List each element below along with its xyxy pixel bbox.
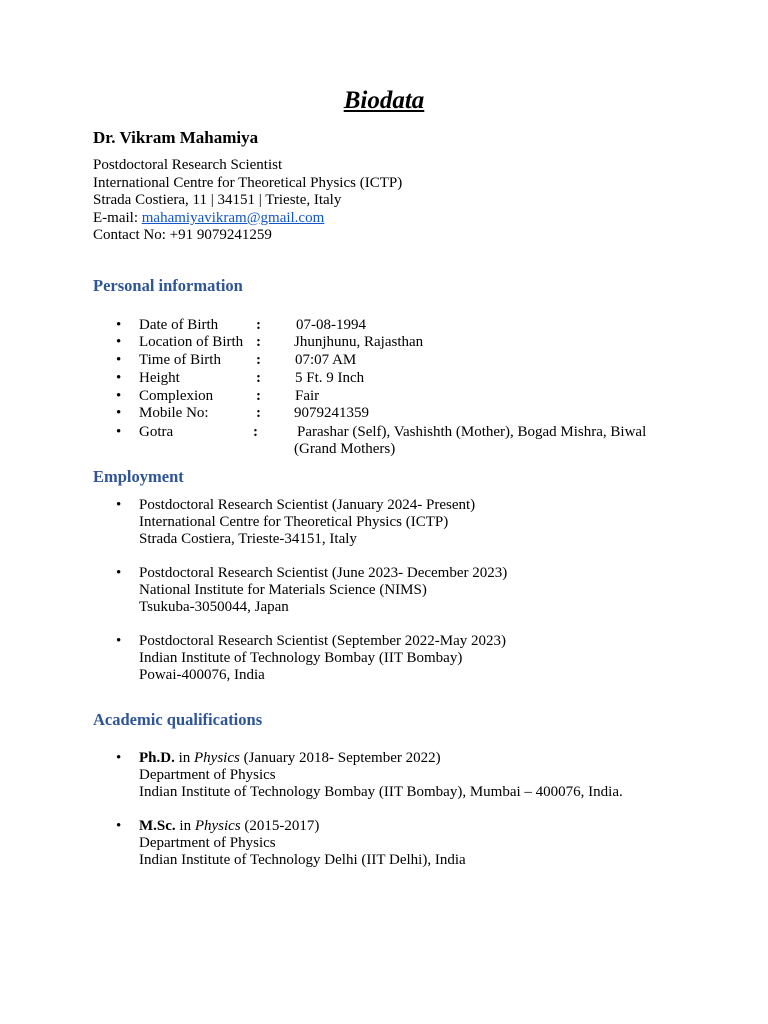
employment-institute: Indian Institute of Technology Bombay (IIT Bombay) <box>139 650 463 666</box>
degree-name: M.Sc. <box>139 818 176 834</box>
email-link[interactable]: mahamiyavikram@gmail.com <box>141 209 325 226</box>
personal-colon: : <box>256 370 261 386</box>
personal-value: Jhunjhunu, Rajasthan <box>294 334 424 350</box>
academic-degree-line <box>139 750 623 767</box>
personal-value: Parashar (Self), Vashishth (Mother), Bogad Mishra, Biwal <box>297 424 647 440</box>
employment-location: Powai-400076, India <box>139 667 265 683</box>
employment-item <box>139 565 507 616</box>
bullet-icon: • <box>116 565 122 581</box>
employment-location: Tsukuba-3050044, Japan <box>139 599 289 615</box>
bullet-icon: • <box>116 750 122 766</box>
personal-info-heading: Personal information <box>93 276 243 295</box>
bullet-icon: • <box>116 405 122 421</box>
employment-role: Postdoctoral Research Scientist (September 2022-May 2023) <box>139 633 507 649</box>
academic-department: Department of Physics <box>139 835 276 851</box>
personal-colon: : <box>256 317 261 333</box>
personal-label: Mobile No: <box>139 405 209 421</box>
bullet-icon: • <box>116 352 122 368</box>
personal-label: Gotra <box>139 424 174 440</box>
academic-degree-line <box>139 818 466 835</box>
employment-institute: National Institute for Materials Science (NIMS) <box>139 582 427 598</box>
personal-label: Complexion <box>139 388 214 404</box>
degree-subject: Physics <box>194 818 241 834</box>
employment-institute: International Centre for Theoretical Physics (ICTP) <box>139 514 449 530</box>
academic-item <box>139 750 623 801</box>
personal-value: 07:07 AM <box>295 352 357 368</box>
bullet-icon: • <box>116 818 122 834</box>
employment-heading: Employment <box>93 467 184 486</box>
bullet-icon: • <box>116 388 122 404</box>
degree-in: in <box>175 818 195 834</box>
academic-item <box>139 818 466 869</box>
employment-location: Strada Costiera, Trieste-34151, Italy <box>139 531 357 547</box>
academic-department: Department of Physics <box>139 767 276 783</box>
personal-value: 9079241359 <box>294 405 369 421</box>
degree-in: in <box>174 750 195 766</box>
personal-colon: : <box>256 405 261 421</box>
personal-label: Date of Birth <box>139 317 219 333</box>
bullet-icon: • <box>116 317 122 333</box>
personal-colon: : <box>256 334 261 350</box>
employment-item <box>139 497 475 548</box>
academic-heading: Academic qualifications <box>93 710 263 729</box>
contact-block <box>93 157 402 245</box>
contact-institute: International Centre for Theoretical Physics (ICTP) <box>93 174 403 191</box>
personal-colon: : <box>256 352 261 368</box>
employment-role: Postdoctoral Research Scientist (June 2023- December 2023) <box>139 565 508 581</box>
employment-role: Postdoctoral Research Scientist (January 2024- Present) <box>139 497 476 513</box>
academic-institute: Indian Institute of Technology Bombay (IIT Bombay), Mumbai – 400076, India. <box>139 784 623 800</box>
personal-value: Fair <box>295 388 320 404</box>
candidate-name: Dr. Vikram Mahamiya <box>93 128 259 147</box>
personal-value: 07-08-1994 <box>296 317 366 333</box>
contact-address: Strada Costiera, 11 | 34151 | Trieste, Italy <box>93 192 342 209</box>
personal-value: 5 Ft. 9 Inch <box>295 370 365 386</box>
degree-period: (January 2018- September 2022) <box>239 750 441 766</box>
contact-phone: Contact No: +91 9079241259 <box>93 227 272 244</box>
bullet-icon: • <box>116 633 122 649</box>
bullet-icon: • <box>116 424 122 440</box>
personal-colon: : <box>253 424 258 440</box>
degree-subject: Physics <box>194 750 240 766</box>
bullet-icon: • <box>116 497 122 513</box>
employment-item <box>139 633 506 684</box>
personal-colon: : <box>256 388 261 404</box>
page-title: Biodata <box>343 87 425 114</box>
personal-label: Location of Birth <box>139 334 244 350</box>
contact-position: Postdoctoral Research Scientist <box>93 157 283 173</box>
personal-label: Height <box>139 370 180 386</box>
personal-label: Time of Birth <box>139 352 221 368</box>
degree-name: Ph.D. <box>139 750 175 766</box>
degree-period: (2015-2017) <box>240 818 320 834</box>
academic-institute: Indian Institute of Technology Delhi (IIT Delhi), India <box>139 852 466 868</box>
email-label: E-mail: <box>93 209 142 226</box>
bullet-icon: • <box>116 334 122 350</box>
bullet-icon: • <box>116 370 122 386</box>
personal-value-continued: (Grand Mothers) <box>294 441 396 457</box>
contact-email-line <box>93 210 402 228</box>
